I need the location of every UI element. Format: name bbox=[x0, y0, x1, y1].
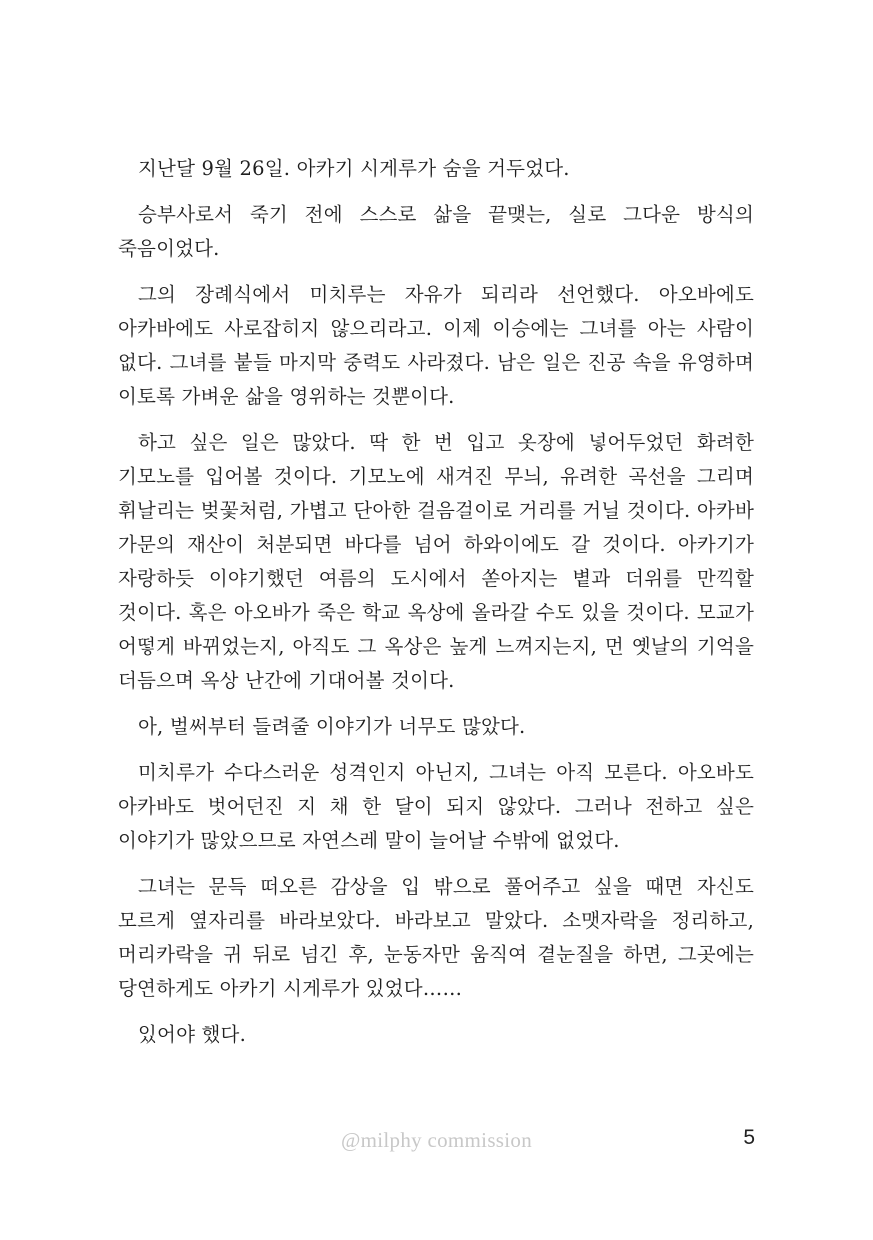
paragraph-2: 승부사로서 죽기 전에 스스로 삶을 끝맺는, 실로 그다운 방식의 죽음이었다. bbox=[118, 203, 754, 260]
paragraph-1: 지난달 9월 26일. 아카기 시게루가 숨을 거두었다. bbox=[138, 157, 570, 180]
paragraph-6: 미치루가 수다스러운 성격인지 아닌지, 그녀는 아직 모른다. 아오바도 아카바도 벗어던진 지 채 한 달이 되지 않았다. 그러나 전하고 싶은 이야기가 많았으므로 자연스레 말이 늘어날 수밖에 없었다. bbox=[118, 761, 754, 852]
paragraph-7: 그녀는 문득 떠오른 감상을 입 밖으로 풀어주고 싶을 때면 자신도 모르게 옆자리를 바라보았다. 바라보고 말았다. 소맷자락을 정리하고, 머리카락을 귀 뒤로 넘긴 후, 눈동자만 움직여 곁눈질을 하면, 그곳에는 당연하게도 아카기 시게루가 있었다…… bbox=[118, 875, 754, 1000]
body-text bbox=[118, 152, 754, 1064]
footer-credit: @milphy commission bbox=[341, 1128, 532, 1152]
paragraph-3: 그의 장례식에서 미치루는 자유가 되리라 선언했다. 아오바에도 아카바에도 사로잡히지 않으리라고. 이제 이승에는 그녀를 아는 사람이 없다. 그녀를 붙들 마지막 중력도 사라졌다. 남은 일은 진공 속을 유영하며 이토록 가벼운 삶을 영위하는 것뿐이다. bbox=[118, 283, 754, 408]
paragraph-8: 있어야 했다. bbox=[138, 1023, 246, 1046]
page-number: 5 bbox=[743, 1126, 755, 1149]
paragraph-5: 아, 벌써부터 들려줄 이야기가 너무도 많았다. bbox=[138, 715, 526, 738]
paragraph-4: 하고 싶은 일은 많았다. 딱 한 번 입고 옷장에 넣어두었던 화려한 기모노를 입어볼 것이다. 기모노에 새겨진 무늬, 유려한 곡선을 그리며 휘날리는 벚꽃처럼, 가볍고 단아한 걸음걸이로 거리를 거닐 것이다. 아카바 가문의 재산이 처분되면 바다를 넘어 하와이에도 갈 것이다. 아카기가 자랑하듯 이야기했던 여름의 도시에서 쏟아지는 볕과 더위를 만끽할 것이다. 혹은 아오바가 죽은 학교 옥상에 올라갈 수도 있을 것이다. 모교가 어떻게 바뀌었는지, 아직도 그 옥상은 높게 느껴지는지, 먼 옛날의 기억을 더듬으며 옥상 난간에 기대어볼 것이다. bbox=[118, 431, 754, 692]
